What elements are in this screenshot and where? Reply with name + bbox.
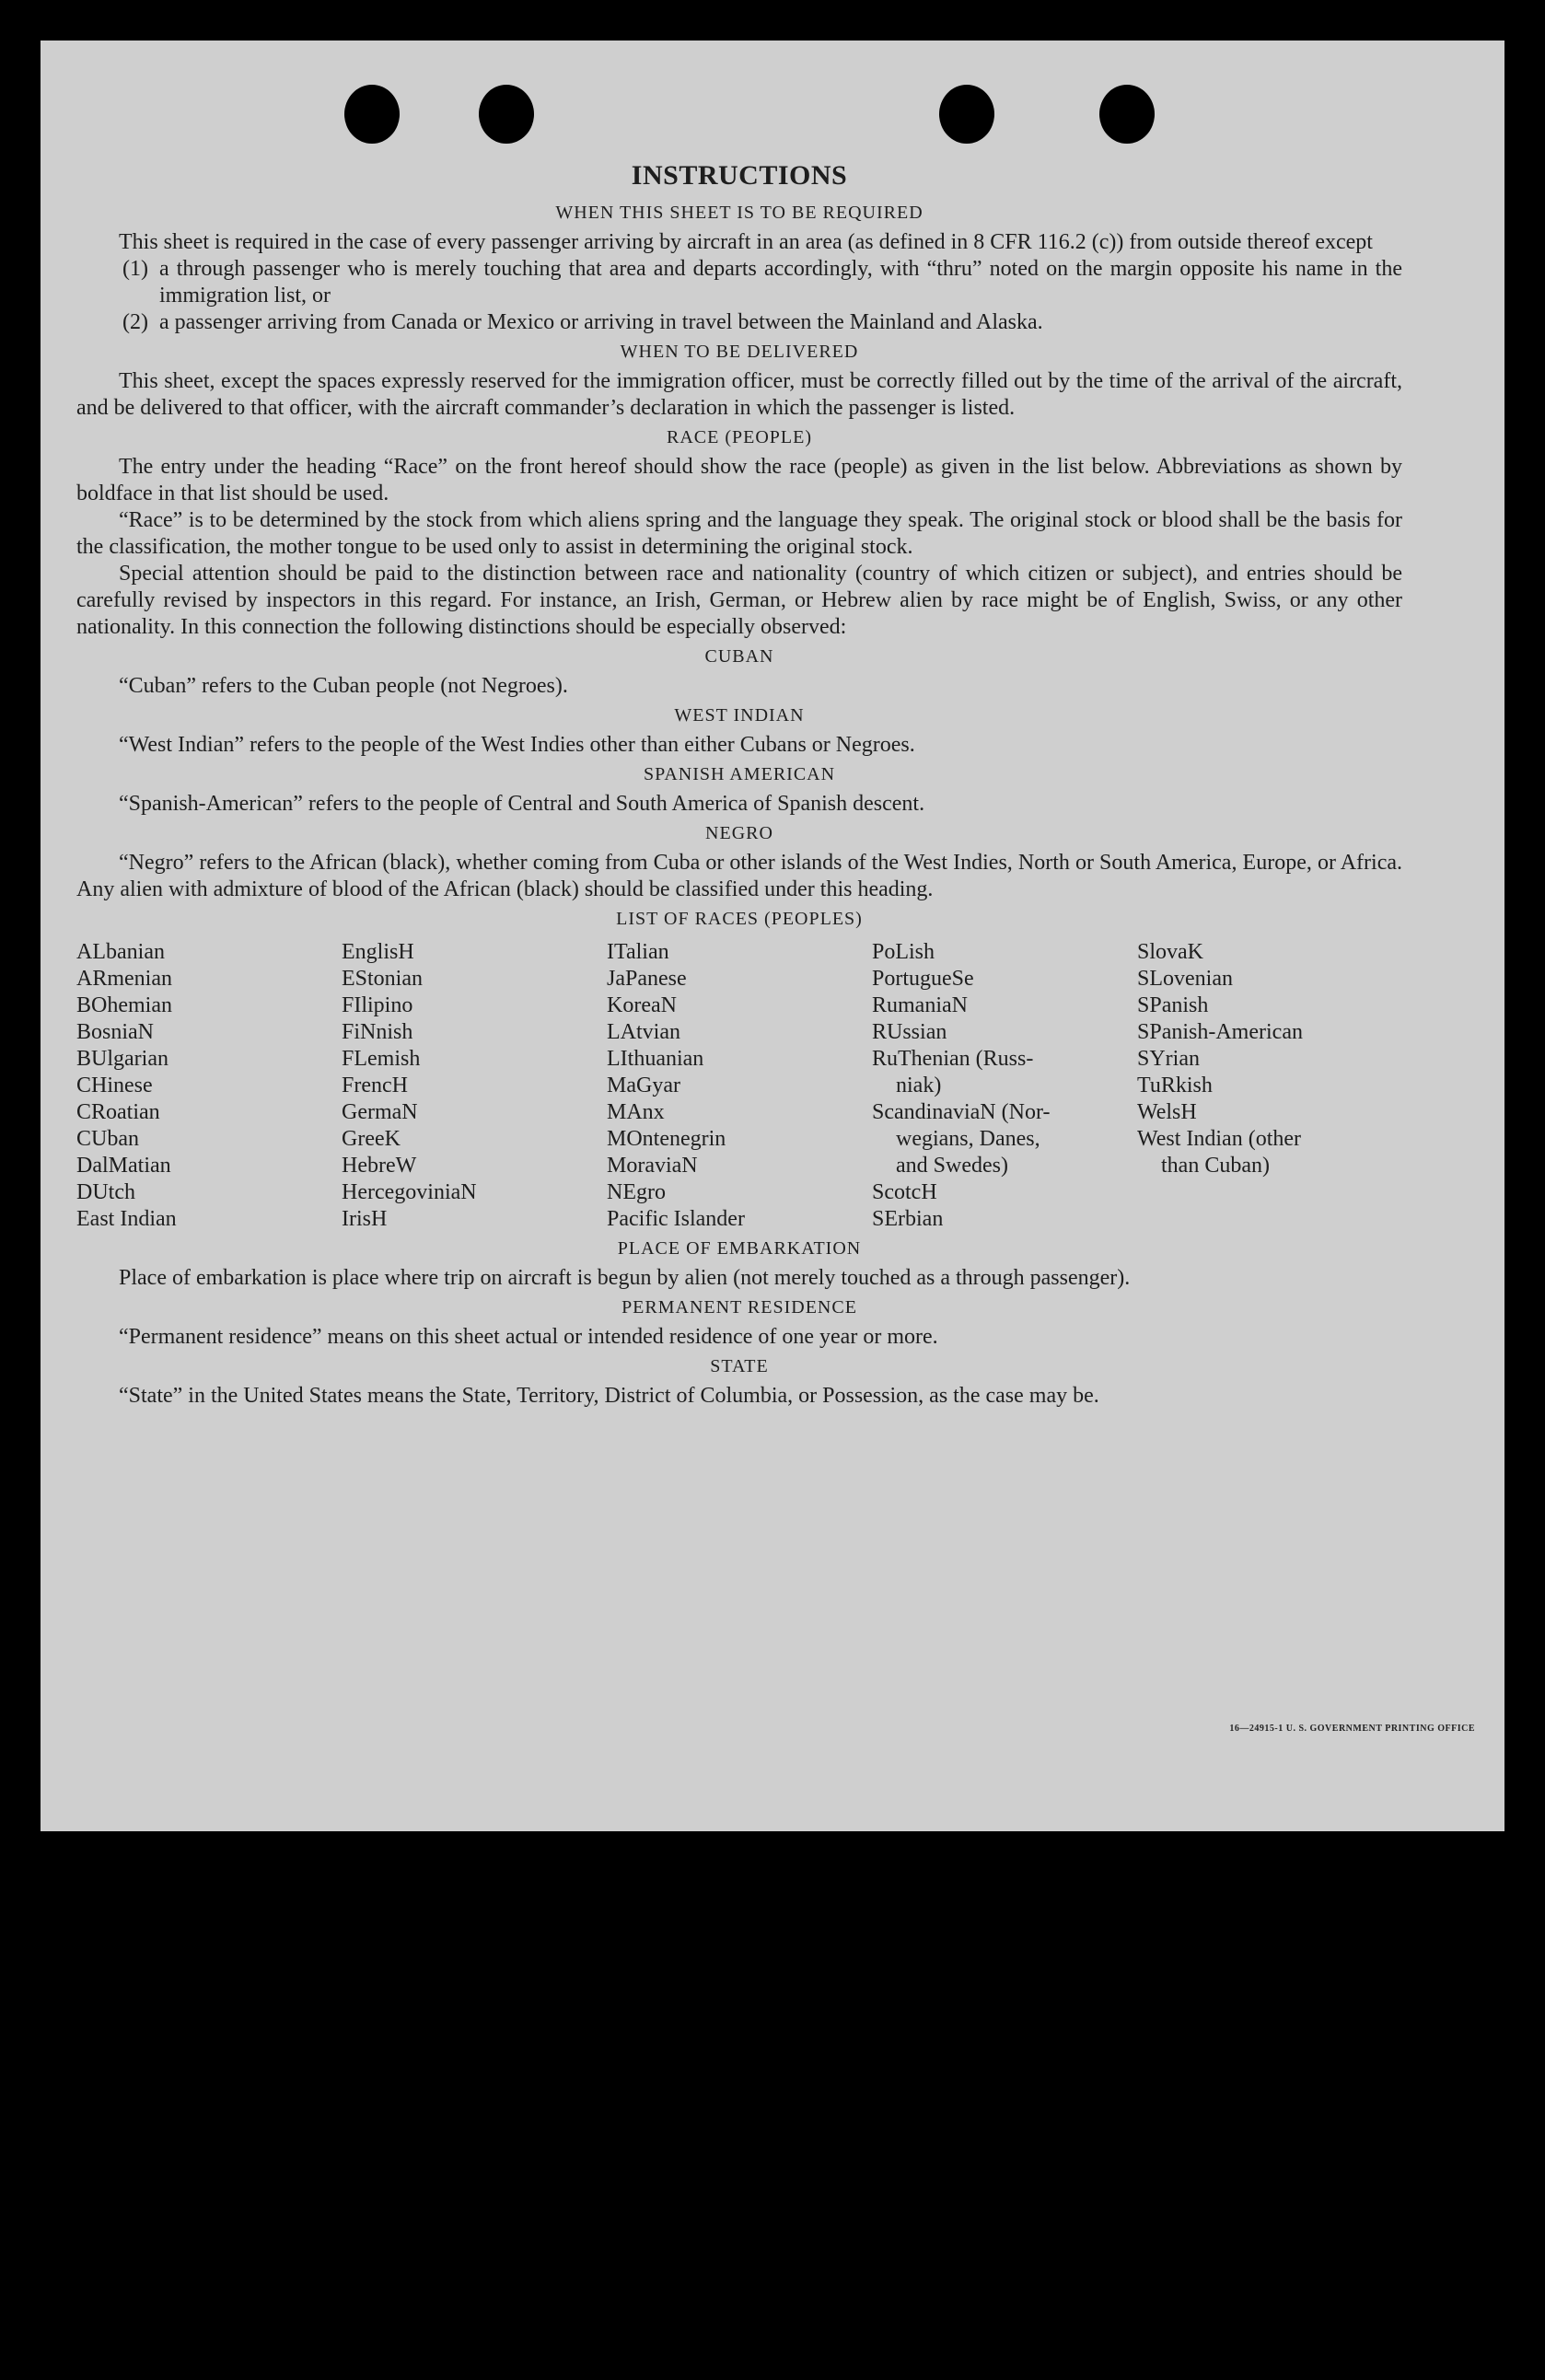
race-entry: CHinese [76,1074,153,1097]
race-paragraph: “Race” is to be determined by the stock from which aliens spring and the language they speak. The original stock or blood shall be the basis for the classification, the mother tongue to be used only to assist in determining the original stock. [76,508,1402,559]
race-entry: RuThenian (Russ- [872,1047,1034,1071]
race-entry: NEgro [607,1180,666,1204]
race-entry: FIlipino [342,993,413,1017]
when-required-intro: This sheet is required in the case of every passenger arriving by aircraft in an area (as defined in 8 CFR 116.2 (c)) from outside thereof except [119,230,1373,254]
section-heading-cuban: CUBAN [704,646,774,667]
race-entry: TuRkish [1137,1074,1213,1097]
race-entry: DalMatian [76,1154,171,1178]
exception-item [76,309,1402,336]
residence-text: “Permanent residence” means on this sheet actual or intended residence of one year or more. [119,1325,938,1349]
item-number: (1) [122,257,148,281]
race-entry: JaPanese [607,967,687,991]
race-entry: FLemish [342,1047,421,1071]
race-entry: EStonian [342,967,423,991]
race-entry: ALbanian [76,940,165,964]
item-text: a passenger arriving from Canada or Mexico or arriving in travel between the Mainland and Alaska. [159,310,1043,334]
race-entry: ScandinaviaN (Nor- [872,1100,1051,1124]
section-heading-negro: NEGRO [705,823,773,843]
race-entry: DUtch [76,1180,135,1204]
race-entry: MOntenegrin [607,1127,726,1151]
state-text: “State” in the United States means the State, Territory, District of Columbia, or Possession, as the case may be. [119,1384,1099,1408]
race-entry: KoreaN [607,993,677,1017]
page-title: INSTRUCTIONS [631,160,848,191]
race-entry: niak) [896,1074,942,1097]
races-column [76,939,342,1233]
races-column [872,939,1137,1233]
race-entry: ARmenian [76,967,172,991]
race-entry: ITalian [607,940,669,964]
section-heading-when-required: WHEN THIS SHEET IS TO BE REQUIRED [555,203,924,223]
item-text: a through passenger who is merely touching that area and departs accordingly, with “thru” noted on the margin opposite his name in the immigration list, or [159,257,1402,308]
section-heading-embarkation: PLACE OF EMBARKATION [617,1238,862,1259]
race-entry: HercegoviniaN [342,1180,477,1204]
section-heading-state: STATE [710,1356,769,1376]
when-delivered-text: This sheet, except the spaces expressly reserved for the immigration officer, must be correctly filled out by the time of the arrival of the aircraft, and be delivered to that officer, with the aircraft commander’s declaration in which the passenger is listed. [76,369,1402,420]
race-entry: RUssian [872,1020,947,1044]
race-entry: ScotcH [872,1180,937,1204]
race-entry: BUlgarian [76,1047,168,1071]
race-entry: LIthuanian [607,1047,704,1071]
race-entry: PortugueSe [872,967,974,991]
race-entry: East Indian [76,1207,177,1231]
form-sheet [41,41,1504,1831]
section-heading-residence: PERMANENT RESIDENCE [621,1297,857,1318]
race-paragraph: The entry under the heading “Race” on the front hereof should show the race (people) as given in the list below. Abbreviations as shown by boldface in that list should be used. [76,455,1402,505]
race-entry: EnglisH [342,940,414,964]
race-entry: IrisH [342,1207,388,1231]
race-paragraph: Special attention should be paid to the distinction between race and nationality (country of which citizen or subject), and entries should be carefully revised by inspectors in this regard. For instance, an Irish, German, or Hebrew alien by race might be of English, Swiss, or any other nationality. In this connection the following distinctions should be especially observed: [76,562,1402,639]
section-heading-races-list: LIST OF RACES (PEOPLES) [616,909,863,929]
race-entry: PoLish [872,940,935,964]
race-entry: BosniaN [76,1020,154,1044]
section-heading-spanish-american: SPANISH AMERICAN [643,764,836,784]
spanish-american-text: “Spanish-American” refers to the people of Central and South America of Spanish descent. [119,792,925,816]
race-entry: SPanish-American [1137,1020,1303,1044]
punch-hole [939,85,994,144]
race-entry: MaGyar [607,1074,680,1097]
races-list [76,939,1402,1233]
race-entry: CRoatian [76,1100,160,1124]
race-entry: SYrian [1137,1047,1200,1071]
race-entry: West Indian (other [1137,1127,1302,1151]
races-column [607,939,872,1233]
instructions-content [76,160,1402,1410]
races-column [1137,939,1402,1233]
race-entry: MoraviaN [607,1154,698,1178]
punch-hole [1099,85,1155,144]
section-heading-west-indian: WEST INDIAN [674,705,805,726]
exception-item [76,256,1402,309]
race-entry: WelsH [1137,1100,1197,1124]
section-heading-when-delivered: WHEN TO BE DELIVERED [620,342,859,362]
embarkation-text: Place of embarkation is place where trip on aircraft is begun by alien (not merely touched as a through passenger). [119,1266,1131,1290]
race-entry: GreeK [342,1127,401,1151]
race-entry: HebreW [342,1154,417,1178]
race-entry: Pacific Islander [607,1207,745,1231]
race-entry: SErbian [872,1207,944,1231]
race-entry: MAnx [607,1100,665,1124]
race-entry: CUban [76,1127,139,1151]
race-entry: SLovenian [1137,967,1233,991]
negro-text: “Negro” refers to the African (black), whether coming from Cuba or other islands of the West Indies, North or South America, Europe, or Africa. Any alien with admixture of blood of the African (black) should be classified under this heading. [76,851,1402,901]
race-entry: FrencH [342,1074,408,1097]
race-entry: SlovaK [1137,940,1203,964]
punch-hole [479,85,534,144]
race-entry: than Cuban) [1161,1154,1270,1178]
race-entry: GermaN [342,1100,418,1124]
races-column [342,939,607,1233]
punch-hole [344,85,400,144]
race-entry: FiNnish [342,1020,413,1044]
cuban-text: “Cuban” refers to the Cuban people (not Negroes). [119,674,568,698]
section-heading-race: RACE (PEOPLE) [667,427,812,447]
race-entry: and Swedes) [896,1154,1008,1178]
west-indian-text: “West Indian” refers to the people of the West Indies other than either Cubans or Negroes. [119,733,915,757]
printer-imprint: 16—24915-1 U. S. GOVERNMENT PRINTING OFFICE [1229,1724,1475,1734]
race-entry: BOhemian [76,993,172,1017]
race-entry: RumaniaN [872,993,968,1017]
race-entry: SPanish [1137,993,1209,1017]
race-entry: LAtvian [607,1020,680,1044]
race-entry: wegians, Danes, [896,1127,1040,1151]
item-number: (2) [122,310,148,334]
